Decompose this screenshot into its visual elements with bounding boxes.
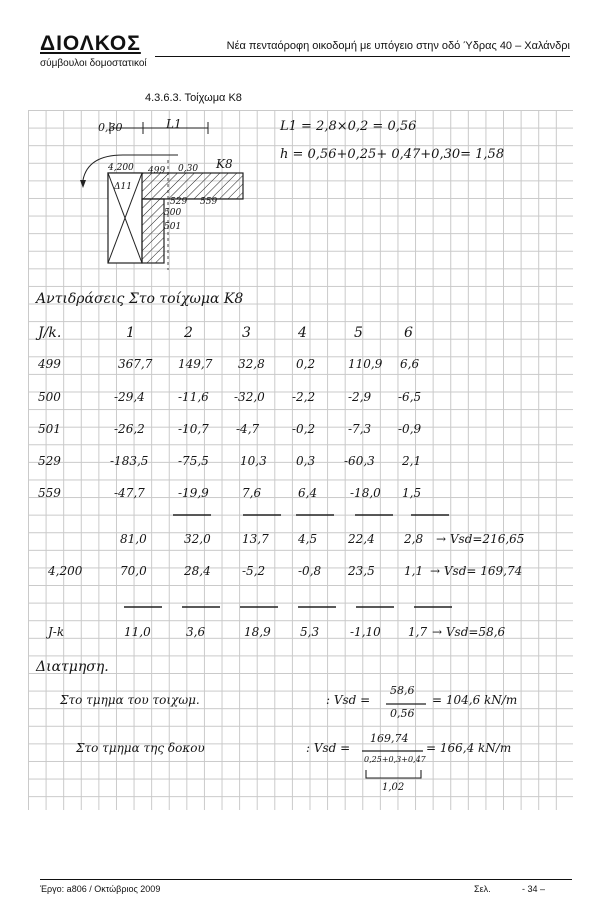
table-cell: 7,6 xyxy=(242,486,262,500)
table-title: Αντιδράσεις Στο τοίχωμα Κ8 xyxy=(36,291,244,307)
table-cell: 1,5 xyxy=(402,486,422,500)
design-line1-label: Στο τμημα του τοιχωμ. xyxy=(60,693,200,707)
dim-l1: L1 xyxy=(166,117,182,131)
label-k8: K8 xyxy=(216,157,233,171)
table-cell: 149,7 xyxy=(178,357,213,371)
design-line2-expr: : Vsd = xyxy=(306,741,351,755)
table-cell: 10,3 xyxy=(240,454,267,468)
table-cell: -7,3 xyxy=(348,422,372,436)
sum-result: → Vsd=216,65 xyxy=(436,532,525,546)
design-line1-expr: : Vsd = xyxy=(326,693,371,707)
col-header-1: 1 xyxy=(126,325,135,341)
table-cell: -0,8 xyxy=(298,564,322,578)
table-cell: -0,9 xyxy=(398,422,422,436)
sum-cell: 4,5 xyxy=(298,532,318,546)
table-cell: 18,9 xyxy=(244,625,271,639)
table-cell: -60,3 xyxy=(344,454,375,468)
formula-h: h = 0,56+0,25+ 0,47+0,30= 1,58 xyxy=(280,147,505,162)
row-label-501: 501 xyxy=(38,422,61,436)
table-corner: J/k. xyxy=(38,325,62,341)
table-cell: 110,9 xyxy=(348,357,383,371)
row-label-jk: J-k xyxy=(48,625,65,639)
col-header-2: 2 xyxy=(184,325,193,341)
sum-cell: 2,8 xyxy=(404,532,424,546)
row4200-result: → Vsd= 169,74 xyxy=(430,564,523,578)
col-header-4: 4 xyxy=(298,325,307,341)
table-cell: -2,2 xyxy=(292,390,316,404)
table-cell: 6,6 xyxy=(400,357,420,371)
label-d11: Δ11 xyxy=(114,182,132,192)
table-cell: -75,5 xyxy=(178,454,209,468)
company-subtitle: σύμβουλοι δομοστατικοί xyxy=(40,58,147,69)
table-cell: 2,1 xyxy=(402,454,422,468)
table-cell: -5,2 xyxy=(242,564,266,578)
design-line2-result: = 166,4 kN/m xyxy=(426,741,512,755)
label-501: 501 xyxy=(164,222,182,232)
row-label-559: 559 xyxy=(38,486,61,500)
sum-cell: 13,7 xyxy=(242,532,269,546)
dim-030: 0,30 xyxy=(98,121,123,134)
table-cell: -4,7 xyxy=(236,422,260,436)
row-label-4200: 4,200 xyxy=(48,564,83,578)
table-cell: 5,3 xyxy=(300,625,320,639)
design-line1-den: 0,56 xyxy=(390,707,415,720)
col-header-5: 5 xyxy=(354,325,363,341)
col-header-6: 6 xyxy=(404,325,413,341)
design-line2-label: Στο τμημα της δοκου xyxy=(76,741,205,755)
label-499: 499 xyxy=(148,166,166,176)
sum-cell: 81,0 xyxy=(120,532,147,546)
design-line2-den: 0,25+0,3+0,47 xyxy=(364,755,426,764)
table-cell: 1,7 xyxy=(408,625,428,639)
table-cell: -29,4 xyxy=(114,390,145,404)
table-cell: -0,2 xyxy=(292,422,316,436)
label-559: 559 xyxy=(200,197,218,207)
row-label-529: 529 xyxy=(38,454,61,468)
table-cell: 1,1 xyxy=(404,564,424,578)
table-cell: 28,4 xyxy=(184,564,211,578)
table-cell: -6,5 xyxy=(398,390,422,404)
table-cell: 6,4 xyxy=(298,486,318,500)
label-500: 500 xyxy=(164,208,182,218)
table-cell: 32,8 xyxy=(238,357,265,371)
sum-cell: 22,4 xyxy=(348,532,375,546)
table-cell: -47,7 xyxy=(114,486,145,500)
page-header xyxy=(40,30,570,74)
footer-project: Έργο: a806 / Οκτώβριος 2009 xyxy=(40,884,161,894)
table-cell: -11,6 xyxy=(178,390,209,404)
sum-cell: 32,0 xyxy=(184,532,211,546)
footer-rule xyxy=(40,879,572,880)
project-title: Νέα πενταόροφη οικοδομή με υπόγειο στην οδό Ύδρας 40 – Χαλάνδρι xyxy=(226,40,570,52)
table-cell: 11,0 xyxy=(124,625,151,639)
company-logo: ΔΙΟΛΚΟΣ xyxy=(40,32,141,55)
table-cell: -19,9 xyxy=(178,486,209,500)
label-4200: 4,200 xyxy=(108,163,134,173)
table-cell: 70,0 xyxy=(120,564,147,578)
design-line2-brace: 1,02 xyxy=(382,782,405,793)
table-cell: 367,7 xyxy=(118,357,153,371)
footer-page-number: - 34 – xyxy=(522,884,546,894)
table-cell: -26,2 xyxy=(114,422,145,436)
handwritten-sheet xyxy=(28,110,573,810)
label-030b: 0,30 xyxy=(178,164,199,174)
col-header-3: 3 xyxy=(242,325,251,341)
design-heading: Διατμηση. xyxy=(36,659,109,675)
table-cell: -10,7 xyxy=(178,422,209,436)
table-cell: 3,6 xyxy=(186,625,206,639)
design-line1-result: = 104,6 kN/m xyxy=(432,693,518,707)
table-cell: 0,2 xyxy=(296,357,316,371)
header-rule xyxy=(155,56,570,57)
jk-result: → Vsd=58,6 xyxy=(432,625,506,639)
section-title: 4.3.6.3. Τοίχωμα Κ8 xyxy=(145,92,242,104)
table-cell: -18,0 xyxy=(350,486,381,500)
row-label-499: 499 xyxy=(38,357,61,371)
label-529: 529 xyxy=(170,197,188,207)
footer-page-label: Σελ. xyxy=(474,884,491,894)
table-cell: -2,9 xyxy=(348,390,372,404)
table-cell: 0,3 xyxy=(296,454,316,468)
table-cell: 23,5 xyxy=(348,564,375,578)
row-label-500: 500 xyxy=(38,390,61,404)
table-cell: -183,5 xyxy=(110,454,149,468)
design-line2-num: 169,74 xyxy=(370,732,409,745)
table-cell: -32,0 xyxy=(234,390,265,404)
formula-l1: L1 = 2,8×0,2 = 0,56 xyxy=(280,119,417,134)
design-line1-num: 58,6 xyxy=(390,684,415,697)
table-cell: -1,10 xyxy=(350,625,381,639)
